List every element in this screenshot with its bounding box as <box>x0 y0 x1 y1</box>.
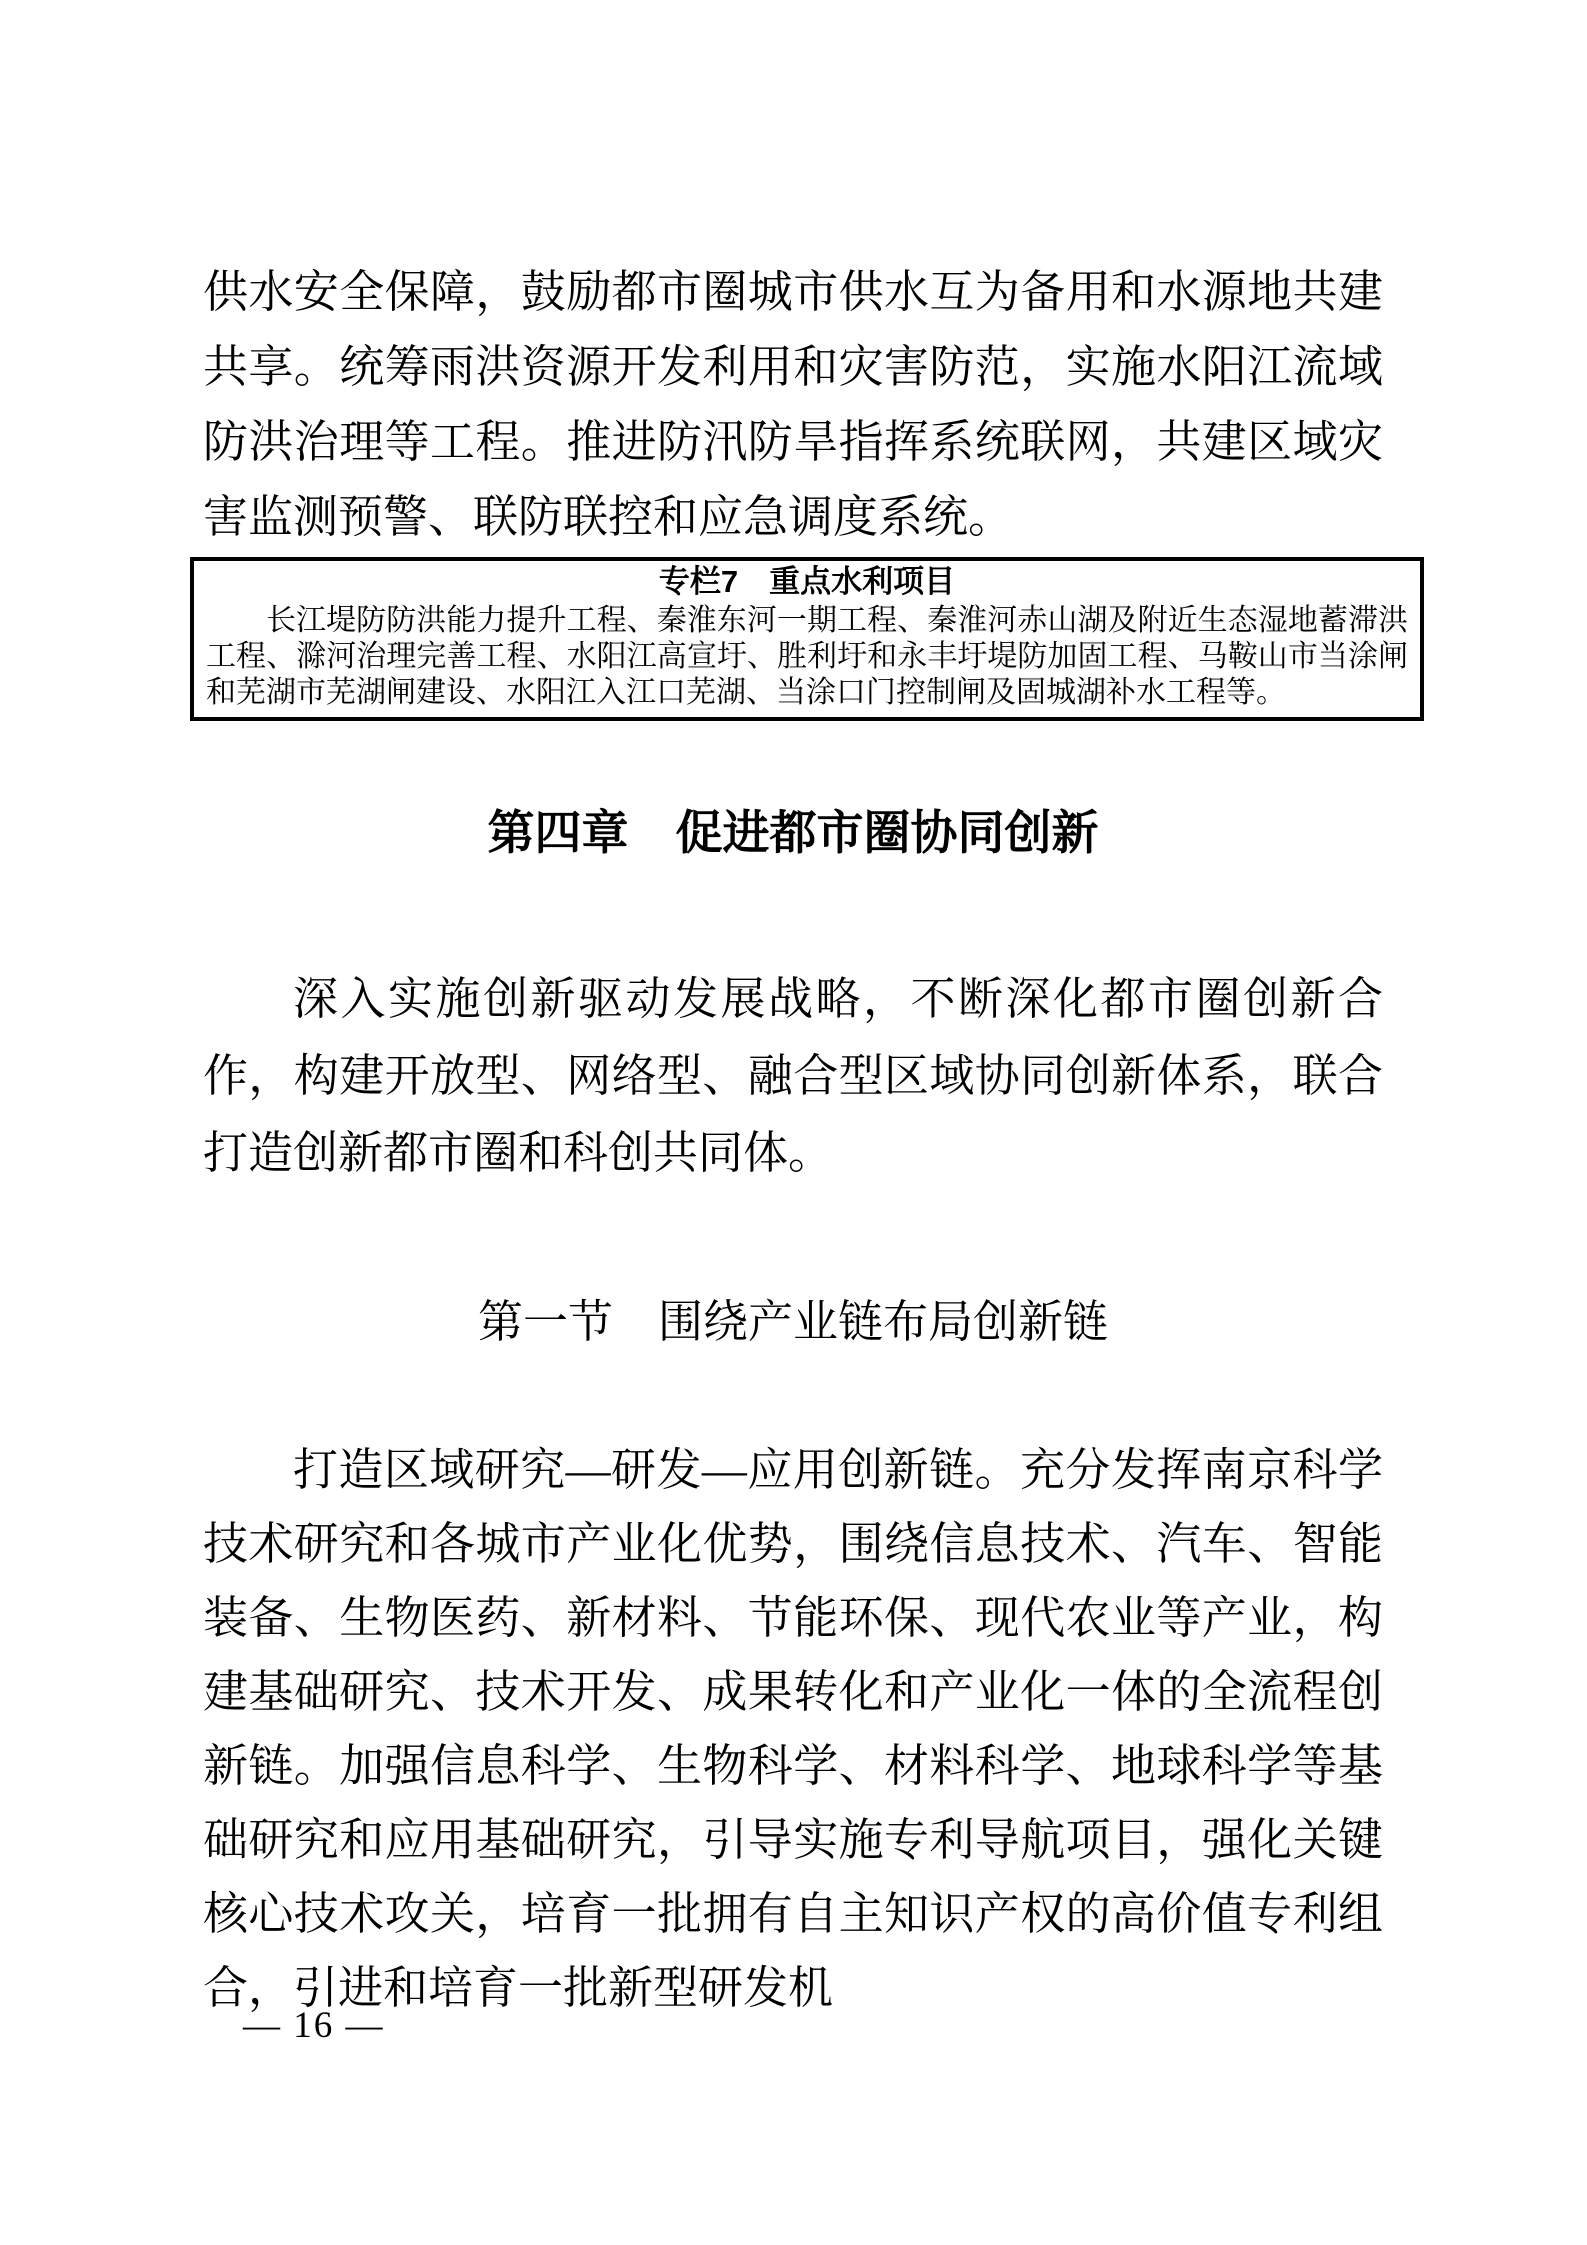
callout-box-key-water-projects <box>190 557 1424 721</box>
callout-box-body: 长江堤防防洪能力提升工程、秦淮东河一期工程、秦淮河赤山湖及附近生态湿地蓄滞洪工程、滁河治理完善工程、水阳江高宣圩、胜利圩和永丰圩堤防加固工程、马鞍山市当涂闸和芜湖市芜湖闸建设、水阳江入江口芜湖、当涂口门控制闸及固城湖补水工程等。 <box>206 604 1408 709</box>
paragraph-innovation-intro: 深入实施创新驱动发展战略，不断深化都市圈创新合作，构建开放型、网络型、融合型区域协同创新体系，联合打造创新都市圈和科创共同体。 <box>203 974 1383 1178</box>
section-heading: 第一节 围绕产业链布局创新链 <box>477 1297 1108 1347</box>
paragraph-water-supply-continuation: 供水安全保障，鼓励都市圈城市供水互为备用和水源地共建共享。统筹雨洪资源开发利用和灾害防范，实施水阳江流域防洪治理等工程。推进防汛防旱指挥系统联网，共建区域灾害监测预警、联防联控和应急调度系统。 <box>203 267 1383 542</box>
chapter-heading: 第四章 促进都市圈协同创新 <box>487 806 1099 859</box>
paragraph-innovation-chain: 打造区域研究—研发—应用创新链。充分发挥南京科学技术研究和各城市产业化优势，围绕信息技术、汽车、智能装备、生物医药、新材料、节能环保、现代农业等产业，构建基础研究、技术开发、成果转化和产业化一体的全流程创新链。加强信息科学、生物科学、材料科学、地球科学等基础研究和应用基础研究，引导实施专利导航项目，强化关键核心技术攻关，培育一批拥有自主知识产权的高价值专利组合，引进和培育一批新型研发机 <box>203 1445 1383 2013</box>
callout-box-title: 专栏7 重点水利项目 <box>658 564 956 599</box>
page-number: — 16 — <box>243 2005 385 2046</box>
